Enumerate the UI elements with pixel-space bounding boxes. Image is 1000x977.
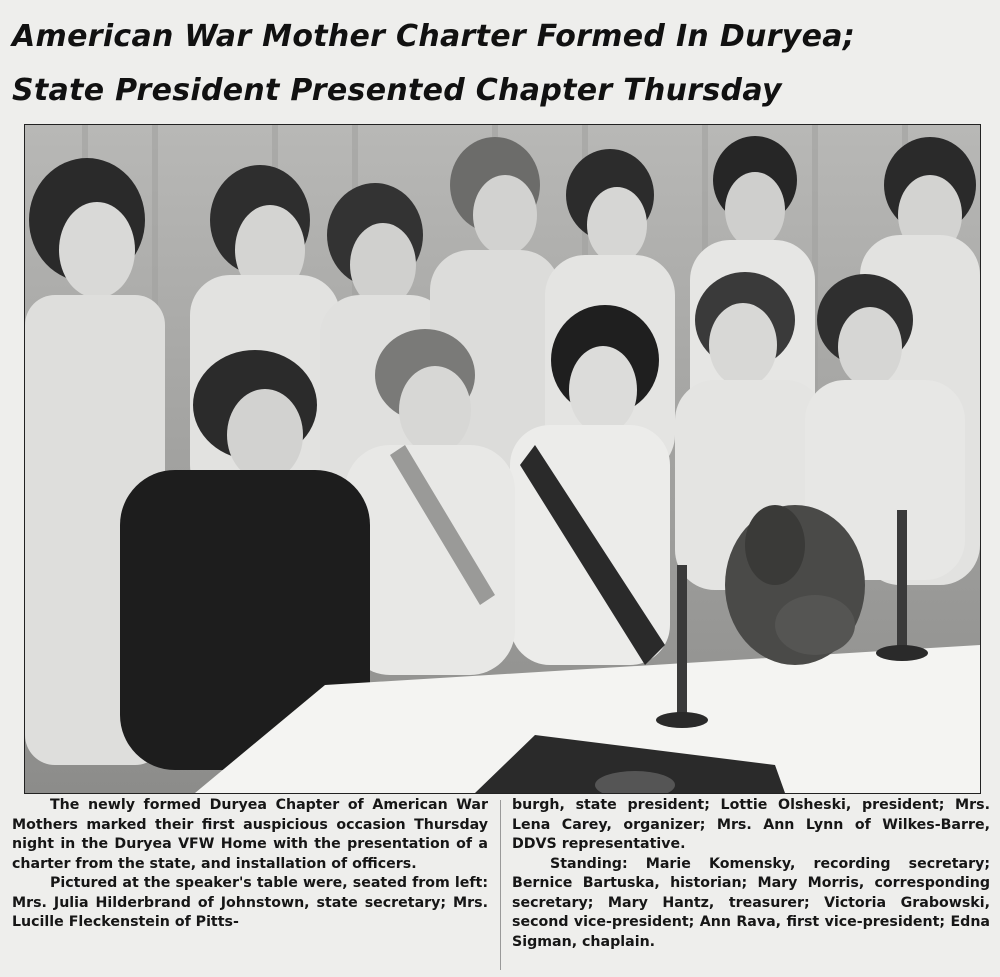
group-photo-icon: [25, 125, 980, 793]
caption-column-right: [512, 796, 990, 952]
caption-column-left: [12, 796, 488, 933]
headline-line-2: State President Presented Chapter Thursday: [12, 73, 782, 108]
caption-paragraph: burgh, state president; Lottie Olsheski, president; Mrs. Lena Carey, organizer; Mrs. Ann Lynn of Wilkes-Barre, DDVS representative.: [512, 797, 990, 852]
group-photo: [24, 124, 981, 794]
column-divider: [500, 800, 501, 970]
headline-line-1: American War Mother Charter Formed In Duryea;: [12, 19, 856, 54]
headline: [12, 10, 988, 118]
caption-paragraph: Standing: Marie Komensky, recording secretary; Bernice Bartuska, historian; Mary Morris, corresponding secretary; Mary Hantz, treasurer; Victoria Grabowski, second vice-president; Ann Rava, first vice-president; Edna Sigman, chaplain.: [512, 855, 990, 950]
caption-paragraph: The newly formed Duryea Chapter of American War Mothers marked their first auspicious occasion Thursday night in the Duryea VFW Home with the presentation of a charter from the state, and installation of officers.: [12, 797, 488, 872]
caption-paragraph: Pictured at the speaker's table were, seated from left: Mrs. Julia Hilderbrand of Johnstown, state secretary; Mrs. Lucille Fleckenstein of Pitts-: [12, 875, 488, 930]
